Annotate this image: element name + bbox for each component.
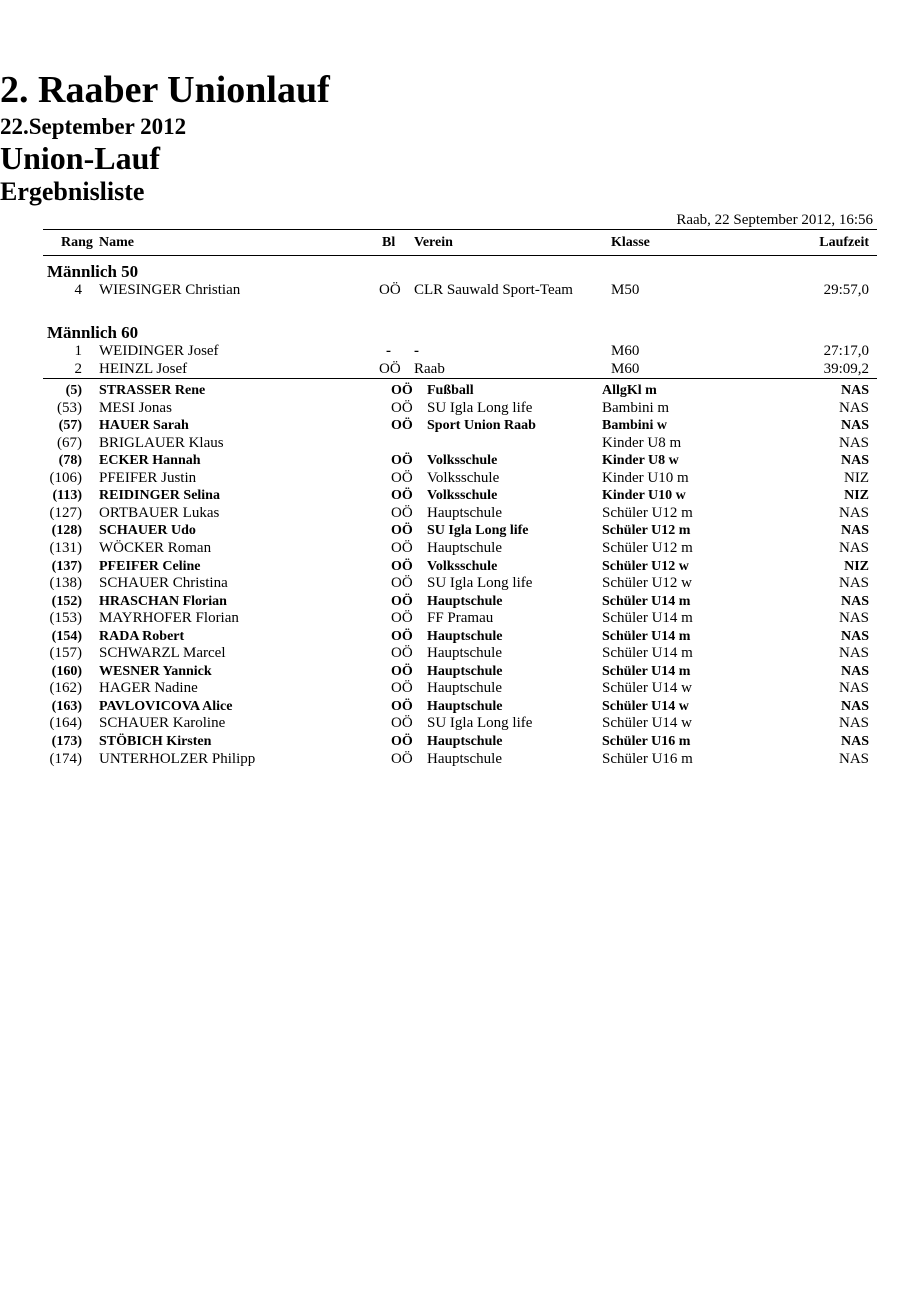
rank: 2: [74, 361, 82, 377]
club: Volksschule: [427, 558, 498, 574]
class: Kinder U8 m: [602, 434, 682, 451]
class: Schüler U12 w: [602, 558, 689, 574]
finish-time: NAS: [838, 680, 869, 697]
state: OÖ: [391, 504, 413, 521]
club: CLR Sauwald Sport-Team: [414, 282, 573, 298]
athlete-name: WÖCKER Roman: [99, 539, 212, 556]
finish-time: NAS: [840, 593, 869, 609]
page-title: 2. Raaber Unionlauf: [0, 69, 330, 111]
rank: (138): [49, 575, 82, 592]
class: Schüler U16 m: [602, 750, 693, 767]
rank: (127): [49, 504, 82, 521]
athlete-name: RADA Robert: [99, 628, 185, 644]
class: Schüler U12 m: [602, 539, 693, 556]
non-finisher-row: [0, 645, 920, 663]
non-finisher-row: [0, 540, 920, 558]
finish-time: NAS: [840, 698, 869, 714]
finish-time: NAS: [840, 453, 869, 469]
state: OÖ: [391, 488, 413, 504]
section-title-m60: Männlich 60: [47, 323, 139, 342]
class: Schüler U16 m: [602, 734, 691, 749]
state: -: [386, 343, 391, 359]
club: Fußball: [427, 383, 474, 398]
finish-time: 39:09,2: [823, 361, 869, 377]
non-finisher-row: [0, 452, 920, 470]
state: OÖ: [391, 469, 413, 486]
state: OÖ: [391, 645, 413, 662]
club: SU Igla Long life: [427, 715, 533, 732]
finish-time: NAS: [838, 434, 869, 451]
athlete-name: REIDINGER Selina: [99, 488, 220, 504]
club: Hauptschule: [427, 645, 502, 662]
athlete-name: STRASSER Rene: [99, 383, 206, 398]
rank: (163): [51, 698, 82, 714]
class: Schüler U12 m: [602, 523, 691, 539]
result-row: [0, 361, 920, 379]
rank: (113): [52, 488, 82, 504]
state: OÖ: [391, 715, 413, 732]
state: OÖ: [391, 698, 413, 714]
col-bl: Bl: [382, 235, 396, 250]
club: Volksschule: [427, 488, 498, 504]
finish-time: NAS: [838, 575, 869, 592]
athlete-name: HAGER Nadine: [99, 680, 198, 697]
non-finisher-row: [0, 522, 920, 540]
athlete-name: PFEIFER Celine: [99, 558, 201, 574]
header-bottom-rule: [43, 255, 877, 256]
col-verein: Verein: [414, 235, 453, 250]
non-finisher-row: [0, 382, 920, 400]
club: Hauptschule: [427, 504, 502, 521]
club: Volksschule: [427, 469, 500, 486]
non-finisher-row: [0, 435, 920, 453]
non-finisher-row: [0, 487, 920, 505]
club: Hauptschule: [427, 539, 502, 556]
finish-time: NAS: [840, 734, 869, 749]
club: Hauptschule: [427, 663, 503, 679]
non-finisher-row: [0, 575, 920, 593]
finish-time: NAS: [838, 645, 869, 662]
club: Hauptschule: [427, 734, 503, 749]
rank: (67): [57, 434, 82, 451]
class: Kinder U10 m: [602, 469, 689, 486]
finish-time: NAS: [840, 523, 869, 539]
finish-time: NIZ: [844, 558, 869, 574]
non-finisher-row: [0, 628, 920, 646]
rank: (128): [51, 523, 82, 539]
rank: (152): [51, 593, 82, 609]
non-finisher-row: [0, 680, 920, 698]
athlete-name: WESNER Yannick: [99, 663, 212, 679]
finish-time: NAS: [838, 504, 869, 521]
rank: 1: [74, 343, 82, 359]
finish-time: NAS: [840, 383, 869, 398]
finish-time: NIZ: [844, 488, 869, 504]
club: SU Igla Long life: [427, 523, 529, 539]
athlete-name: HAUER Sarah: [99, 418, 189, 434]
rank: (106): [49, 469, 82, 486]
non-finisher-row: [0, 558, 920, 576]
rank: (78): [58, 453, 82, 469]
rank: (131): [49, 539, 82, 556]
rank: (173): [51, 734, 82, 749]
club: Sport Union Raab: [427, 418, 536, 434]
state: OÖ: [391, 663, 413, 679]
rank: (153): [49, 610, 82, 627]
non-finisher-row: [0, 470, 920, 488]
col-laufzeit: Laufzeit: [819, 235, 869, 250]
rank: (57): [58, 418, 82, 434]
club: Hauptschule: [427, 628, 503, 644]
non-finisher-row: [0, 715, 920, 733]
rank: (53): [57, 399, 82, 416]
athlete-name: ORTBAUER Lukas: [99, 504, 220, 521]
club: Raab: [414, 361, 445, 377]
non-finisher-row: [0, 610, 920, 628]
finish-time: NAS: [838, 610, 869, 627]
class: Schüler U14 w: [602, 698, 689, 714]
class: Schüler U14 m: [602, 645, 693, 662]
state: OÖ: [391, 399, 413, 416]
non-finisher-row: [0, 733, 920, 751]
state: OÖ: [379, 282, 401, 298]
state: OÖ: [379, 361, 401, 377]
athlete-name: WEIDINGER Josef: [99, 343, 219, 359]
class: M60: [611, 343, 640, 359]
event-date: 22.September 2012: [0, 114, 187, 139]
col-rang: Rang: [61, 235, 93, 250]
club: FF Pramau: [427, 610, 494, 627]
section-title-m50: Männlich 50: [47, 262, 139, 281]
state: OÖ: [391, 610, 413, 627]
rank: 4: [74, 282, 82, 298]
class: Schüler U14 m: [602, 628, 691, 644]
club: Hauptschule: [427, 593, 503, 609]
non-finisher-row: [0, 400, 920, 418]
finish-time: NAS: [838, 715, 869, 732]
finish-time: NIZ: [844, 469, 869, 486]
club: Hauptschule: [427, 750, 502, 767]
event-name: Union-Lauf: [0, 140, 161, 176]
athlete-name: ECKER Hannah: [99, 453, 201, 469]
athlete-name: HEINZL Josef: [99, 361, 188, 377]
finish-time: NAS: [838, 750, 869, 767]
rank: (160): [51, 663, 82, 679]
state: OÖ: [391, 383, 413, 398]
rank: (157): [49, 645, 82, 662]
class: M60: [611, 361, 640, 377]
class: Schüler U14 w: [602, 715, 692, 732]
finish-time: NAS: [840, 663, 869, 679]
class: Bambini w: [602, 418, 667, 434]
athlete-name: BRIGLAUER Klaus: [99, 434, 224, 451]
class: Kinder U10 w: [602, 488, 686, 504]
finish-time: NAS: [840, 628, 869, 644]
athlete-name: SCHAUER Udo: [99, 523, 196, 539]
state: OÖ: [391, 418, 413, 434]
athlete-name: PAVLOVICOVA Alice: [99, 698, 233, 714]
athlete-name: SCHWARZL Marcel: [99, 645, 226, 662]
athlete-name: MESI Jonas: [99, 399, 172, 416]
list-title: Ergebnisliste: [0, 177, 145, 206]
place-and-timestamp: Raab, 22 September 2012, 16:56: [676, 212, 873, 228]
rank: (5): [65, 383, 82, 398]
finish-time: 27:17,0: [823, 343, 869, 359]
state: OÖ: [391, 523, 413, 539]
state: OÖ: [391, 575, 413, 592]
class: Schüler U14 m: [602, 593, 691, 609]
club: Volksschule: [427, 453, 498, 469]
class: M50: [611, 282, 640, 298]
non-finisher-row: [0, 593, 920, 611]
class: Kinder U8 w: [602, 453, 679, 469]
class: Schüler U12 m: [602, 504, 693, 521]
result-row: [0, 282, 920, 300]
non-finisher-row: [0, 663, 920, 681]
non-finisher-row: [0, 417, 920, 435]
state: OÖ: [391, 680, 413, 697]
finish-time: NAS: [838, 539, 869, 556]
club: -: [414, 343, 419, 359]
club: Hauptschule: [427, 680, 502, 697]
state: OÖ: [391, 558, 413, 574]
class: Bambini m: [602, 399, 670, 416]
class: Schüler U14 w: [602, 680, 692, 697]
class: Schüler U14 m: [602, 663, 691, 679]
rank: (174): [49, 750, 82, 767]
finish-time: NAS: [838, 399, 869, 416]
class: Schüler U14 m: [602, 610, 693, 627]
athlete-name: WIESINGER Christian: [99, 282, 241, 298]
state: OÖ: [391, 750, 413, 767]
non-finisher-row: [0, 751, 920, 769]
club: SU Igla Long life: [427, 575, 533, 592]
result-row: [0, 343, 920, 361]
athlete-name: STÖBICH Kirsten: [99, 734, 212, 749]
finish-time: 29:57,0: [823, 282, 869, 298]
club: SU Igla Long life: [427, 399, 533, 416]
non-finishers-rule: [43, 378, 877, 379]
athlete-name: HRASCHAN Florian: [99, 593, 227, 609]
class: AllgKl m: [602, 383, 657, 398]
col-name: Name: [99, 235, 134, 250]
header-top-rule: [43, 229, 877, 230]
state: OÖ: [391, 539, 413, 556]
state: OÖ: [391, 593, 413, 609]
col-klasse: Klasse: [611, 235, 650, 250]
rank: (154): [51, 628, 82, 644]
athlete-name: MAYRHOFER Florian: [99, 610, 239, 627]
finish-time: NAS: [840, 418, 869, 434]
rank: (164): [49, 715, 82, 732]
athlete-name: SCHAUER Christina: [99, 575, 228, 592]
athlete-name: PFEIFER Justin: [99, 469, 197, 486]
class: Schüler U12 w: [602, 575, 692, 592]
athlete-name: UNTERHOLZER Philipp: [99, 750, 256, 767]
non-finisher-row: [0, 698, 920, 716]
state: OÖ: [391, 734, 413, 749]
club: Hauptschule: [427, 698, 503, 714]
non-finisher-row: [0, 505, 920, 523]
rank: (162): [49, 680, 82, 697]
state: OÖ: [391, 453, 413, 469]
state: OÖ: [391, 628, 413, 644]
rank: (137): [51, 558, 82, 574]
athlete-name: SCHAUER Karoline: [99, 715, 226, 732]
